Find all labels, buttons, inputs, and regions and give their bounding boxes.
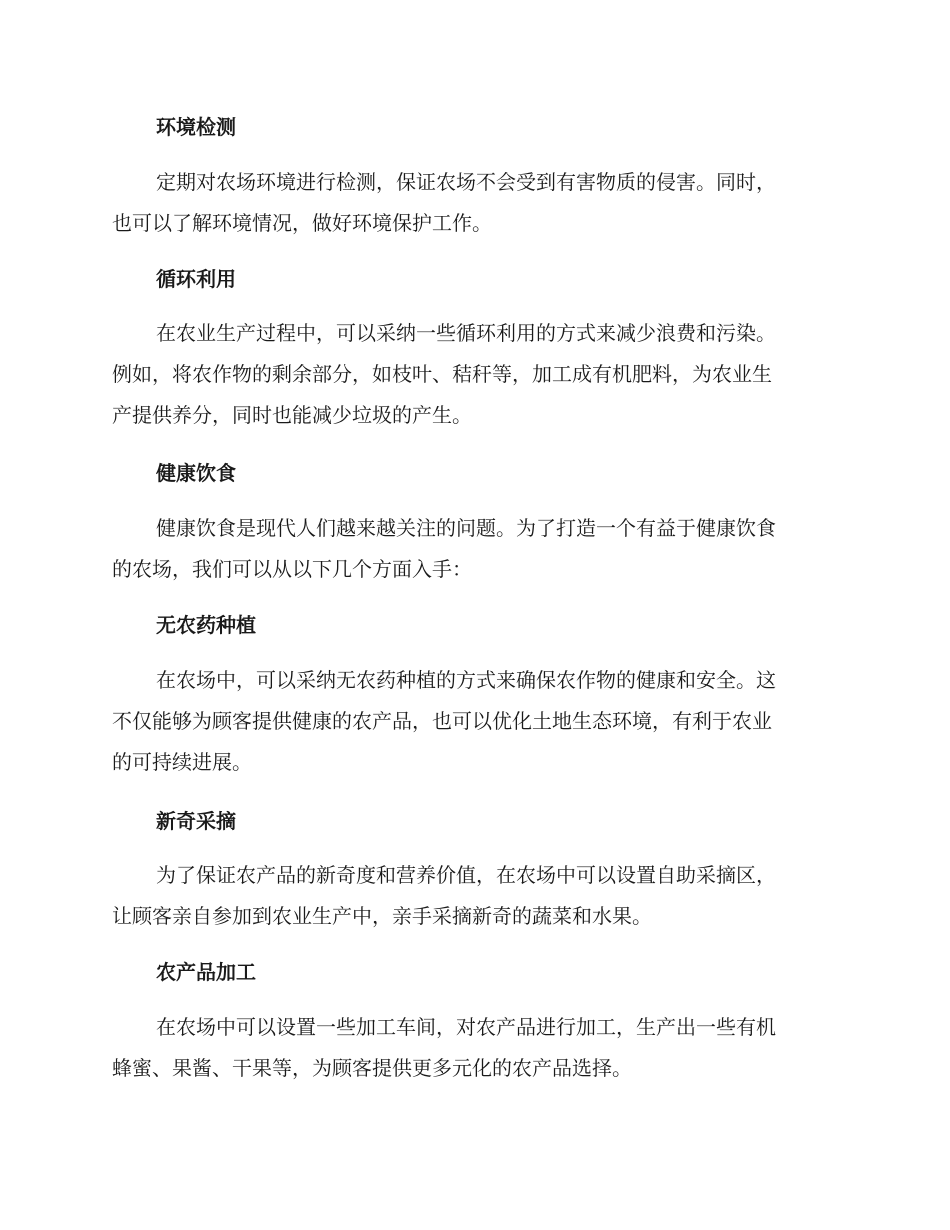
section-paragraph-fresh-picking: [112, 855, 832, 937]
section-heading-pesticide-free: 无农药种植: [156, 613, 256, 637]
paragraph-line: 为了保证农产品的新奇度和营养价值，在农场中可以设置自助采摘区，: [156, 863, 776, 887]
paragraph-line: 蜂蜜、果酱、干果等，为顾客提供更多元化的农产品选择。: [112, 1056, 632, 1080]
paragraph-line: 不仅能够为顾客提供健康的农产品，也可以优化土地生态环境，有利于农业: [112, 709, 772, 733]
section-heading-fresh-picking: 新奇采摘: [156, 809, 236, 833]
section-paragraph-produce-processing: [112, 1007, 832, 1089]
paragraph-line: 产提供养分，同时也能减少垃圾的产生。: [112, 403, 472, 427]
paragraph-line: 的农场，我们可以从以下几个方面入手：: [112, 557, 472, 581]
paragraph-line: 让顾客亲自参加到农业生产中，亲手采摘新奇的蔬菜和水果。: [112, 904, 652, 928]
paragraph-line: 也可以了解环境情况，做好环境保护工作。: [112, 211, 492, 235]
section-heading-recycling: 循环利用: [156, 267, 236, 291]
section-paragraph-pesticide-free: [112, 660, 832, 783]
paragraph-line: 例如，将农作物的剩余部分，如枝叶、秸秆等，加工成有机肥料，为农业生: [112, 362, 772, 386]
section-paragraph-recycling: [112, 313, 832, 436]
paragraph-line: 在农场中可以设置一些加工车间，对农产品进行加工，生产出一些有机: [156, 1015, 776, 1039]
paragraph-line: 定期对农场环境进行检测，保证农场不会受到有害物质的侵害。同时，: [156, 170, 776, 194]
paragraph-line: 健康饮食是现代人们越来越关注的问题。为了打造一个有益于健康饮食: [156, 516, 776, 540]
section-paragraph-healthy-diet: [112, 508, 832, 590]
section-heading-environment-monitoring: 环境检测: [156, 115, 236, 139]
section-heading-produce-processing: 农产品加工: [156, 960, 256, 984]
paragraph-line: 的可持续进展。: [112, 750, 252, 774]
paragraph-line: 在农业生产过程中，可以采纳一些循环利用的方式来减少浪费和污染。: [156, 321, 776, 345]
paragraph-line: 在农场中，可以采纳无农药种植的方式来确保农作物的健康和安全。这: [156, 668, 776, 692]
section-heading-healthy-diet: 健康饮食: [156, 461, 236, 485]
section-paragraph-environment-monitoring: [112, 162, 832, 244]
